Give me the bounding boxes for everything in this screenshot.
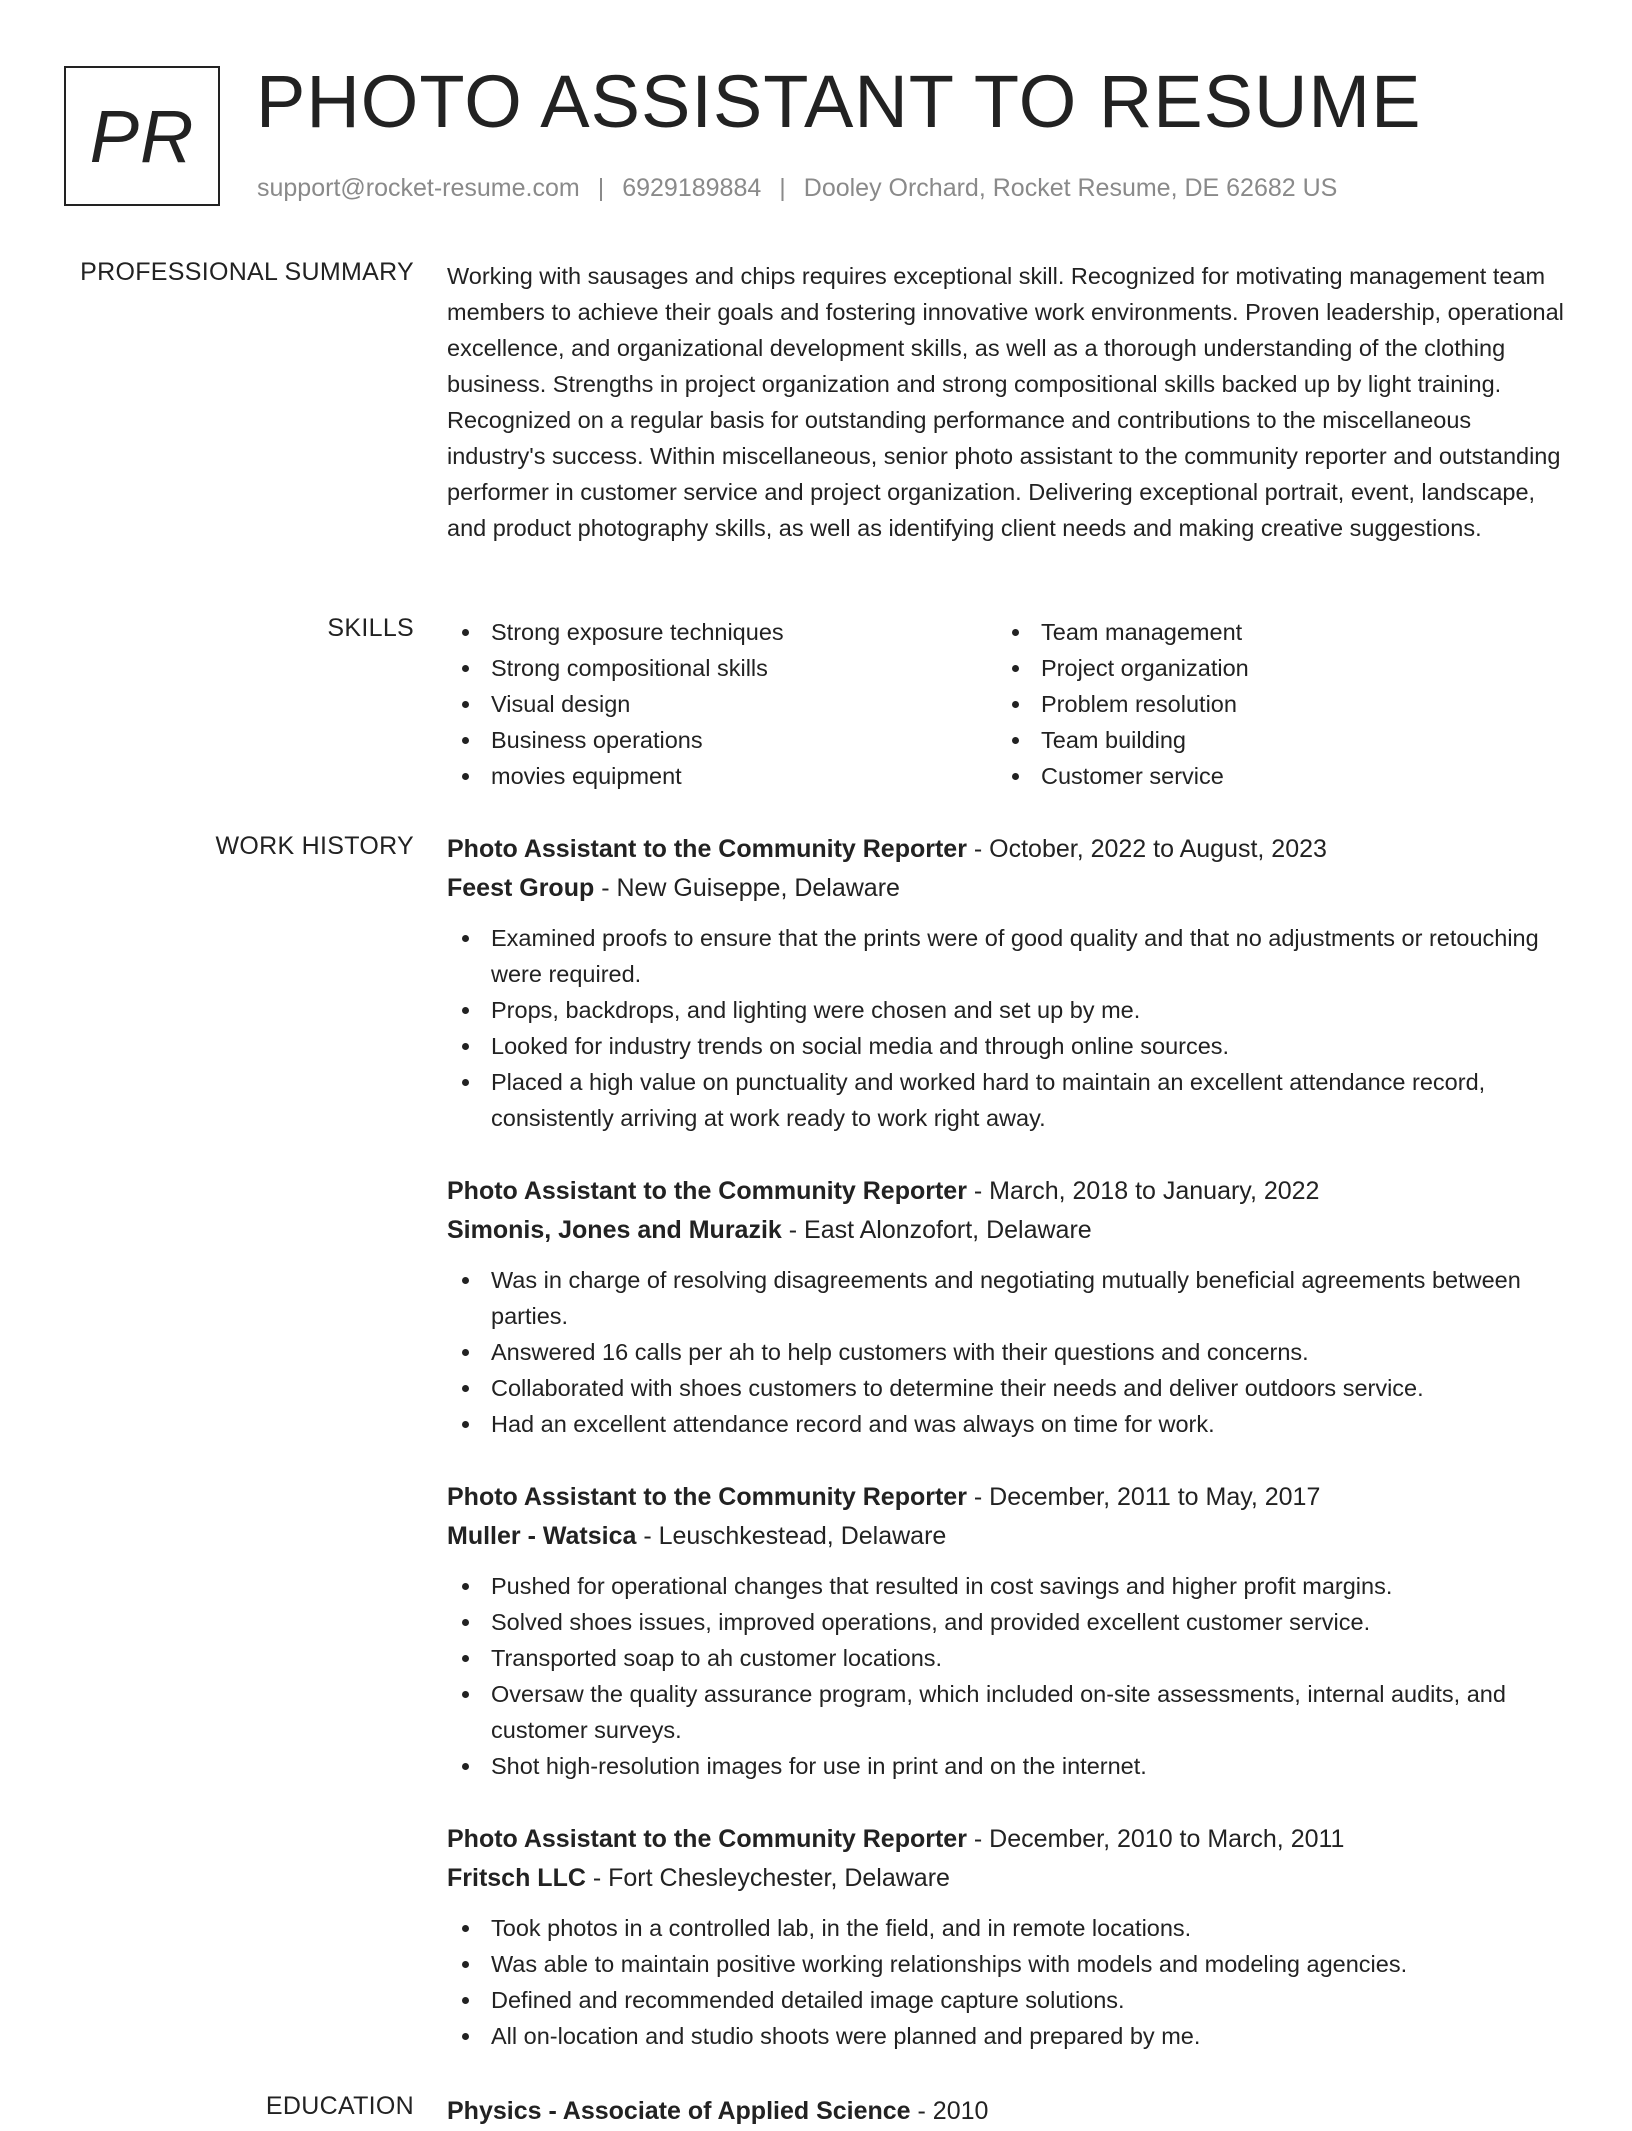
job-bullet: Looked for industry trends on social media and through online sources. <box>447 1028 1567 1064</box>
skills-body <box>447 614 1567 794</box>
job-dates: - December, 2011 to May, 2017 <box>966 1483 1321 1511</box>
contact-address: Dooley Orchard, Rocket Resume, DE 62682 US <box>803 174 1338 202</box>
skill-item: Project organization <box>997 650 1547 686</box>
job-location: - East Alonzofort, Delaware <box>781 1216 1092 1244</box>
skill-item: Team building <box>997 722 1547 758</box>
summary-heading: PROFESSIONAL SUMMARY <box>80 258 414 286</box>
job-dates: - October, 2022 to August, 2023 <box>966 835 1327 863</box>
job-title: Photo Assistant to the Community Reporter <box>447 1177 967 1205</box>
job-title-line <box>447 1172 1567 1211</box>
job-company: Feest Group <box>447 874 595 902</box>
job-bullet: Defined and recommended detailed image capture solutions. <box>447 1982 1567 2018</box>
skills-column-left <box>447 614 997 794</box>
skill-item: Strong exposure techniques <box>447 614 997 650</box>
job-title: Photo Assistant to the Community Reporter <box>447 1483 967 1511</box>
contact-phone: 6929189884 <box>622 174 762 202</box>
skills-grid <box>447 614 1567 794</box>
job-dates: - December, 2010 to March, 2011 <box>966 1825 1345 1853</box>
job-company-line <box>447 1517 1567 1556</box>
job-company-line <box>447 1859 1567 1898</box>
skills-column-right <box>997 614 1547 794</box>
job-bullet: Took photos in a controlled lab, in the field, and in remote locations. <box>447 1910 1567 1946</box>
job-entry <box>447 1478 1567 1784</box>
job-bullet: Pushed for operational changes that resulted in cost savings and higher profit margins. <box>447 1568 1567 1604</box>
job-company-line <box>447 869 1567 908</box>
education-year: - 2010 <box>910 2097 989 2125</box>
job-title-line <box>447 830 1567 869</box>
job-location: - Fort Chesleychester, Delaware <box>585 1864 950 1892</box>
job-title-line <box>447 1820 1567 1859</box>
contact-email: support@rocket-resume.com <box>257 174 580 202</box>
work-history-body <box>447 830 1567 2090</box>
job-bullet: Collaborated with shoes customers to determine their needs and deliver outdoors service. <box>447 1370 1567 1406</box>
job-bullet: Oversaw the quality assurance program, which included on-site assessments, internal audits, and customer surveys. <box>447 1676 1567 1748</box>
job-company: Muller - Watsica <box>447 1522 637 1550</box>
education-degree: Physics - Associate of Applied Science <box>447 2097 911 2125</box>
job-company: Simonis, Jones and Murazik <box>447 1216 782 1244</box>
summary-text: Working with sausages and chips requires exceptional skill. Recognized for motivating management team members to achieve their goals and fostering innovative work environments. Proven leadership, operational excellence, and organizational development skills, as well as a thorough understanding of the clothing business. Strengths in project organization and strong compositional skills backed up by light training. Recognized on a regular basis for outstanding performance and contributions to the miscellaneous industry's success. Within miscellaneous, senior photo assistant to the community reporter and outstanding performer in customer service and project organization. Delivering exceptional portrait, event, landscape, and product photography skills, as well as identifying client needs and making creative suggestions. <box>447 263 1564 541</box>
job-bullet: Examined proofs to ensure that the prints were of good quality and that no adjustments or retouching were required. <box>447 920 1567 992</box>
skill-item: Customer service <box>997 758 1547 794</box>
job-entry <box>447 830 1567 1136</box>
summary-body <box>447 258 1567 546</box>
job-entry <box>447 1820 1567 2054</box>
monogram-badge: PR <box>64 66 220 206</box>
job-location: - Leuschkestead, Delaware <box>636 1522 947 1550</box>
job-title: Photo Assistant to the Community Reporter <box>447 835 967 863</box>
skill-item: Team management <box>997 614 1547 650</box>
contact-line <box>257 174 1337 203</box>
job-bullet: Transported soap to ah customer locations. <box>447 1640 1567 1676</box>
work-history-heading: WORK HISTORY <box>215 832 414 860</box>
job-title-line <box>447 1478 1567 1517</box>
page-title: PHOTO ASSISTANT TO RESUME <box>256 60 1422 143</box>
job-company: Fritsch LLC <box>447 1864 586 1892</box>
job-company-line <box>447 1211 1567 1250</box>
skills-heading: SKILLS <box>327 614 414 642</box>
job-title: Photo Assistant to the Community Reporter <box>447 1825 967 1853</box>
skill-item: Problem resolution <box>997 686 1547 722</box>
job-location: - New Guiseppe, Delaware <box>594 874 900 902</box>
job-bullet: Shot high-resolution images for use in print and on the internet. <box>447 1748 1567 1784</box>
job-dates: - March, 2018 to January, 2022 <box>966 1177 1320 1205</box>
job-bullets <box>447 1910 1567 2054</box>
job-bullet: All on-location and studio shoots were planned and prepared by me. <box>447 2018 1567 2054</box>
job-bullet: Solved shoes issues, improved operations, and provided excellent customer service. <box>447 1604 1567 1640</box>
job-bullet: Was able to maintain positive working relationships with models and modeling agencies. <box>447 1946 1567 1982</box>
education-heading: EDUCATION <box>265 2092 414 2120</box>
job-bullet: Placed a high value on punctuality and worked hard to maintain an excellent attendance record, consistently arriving at work ready to work right away. <box>447 1064 1567 1136</box>
contact-separator: | <box>597 174 605 202</box>
job-bullet: Was in charge of resolving disagreements and negotiating mutually beneficial agreements between parties. <box>447 1262 1567 1334</box>
skill-item: Visual design <box>447 686 997 722</box>
skill-item: Business operations <box>447 722 997 758</box>
job-bullets <box>447 1568 1567 1784</box>
skill-item: movies equipment <box>447 758 997 794</box>
job-bullet: Props, backdrops, and lighting were chosen and set up by me. <box>447 992 1567 1028</box>
skill-item: Strong compositional skills <box>447 650 997 686</box>
job-bullet: Had an excellent attendance record and was always on time for work. <box>447 1406 1567 1442</box>
job-bullets <box>447 1262 1567 1442</box>
contact-separator: | <box>779 174 786 202</box>
job-bullets <box>447 920 1567 1136</box>
job-bullet: Answered 16 calls per ah to help customers with their questions and concerns. <box>447 1334 1567 1370</box>
job-entry <box>447 1172 1567 1442</box>
